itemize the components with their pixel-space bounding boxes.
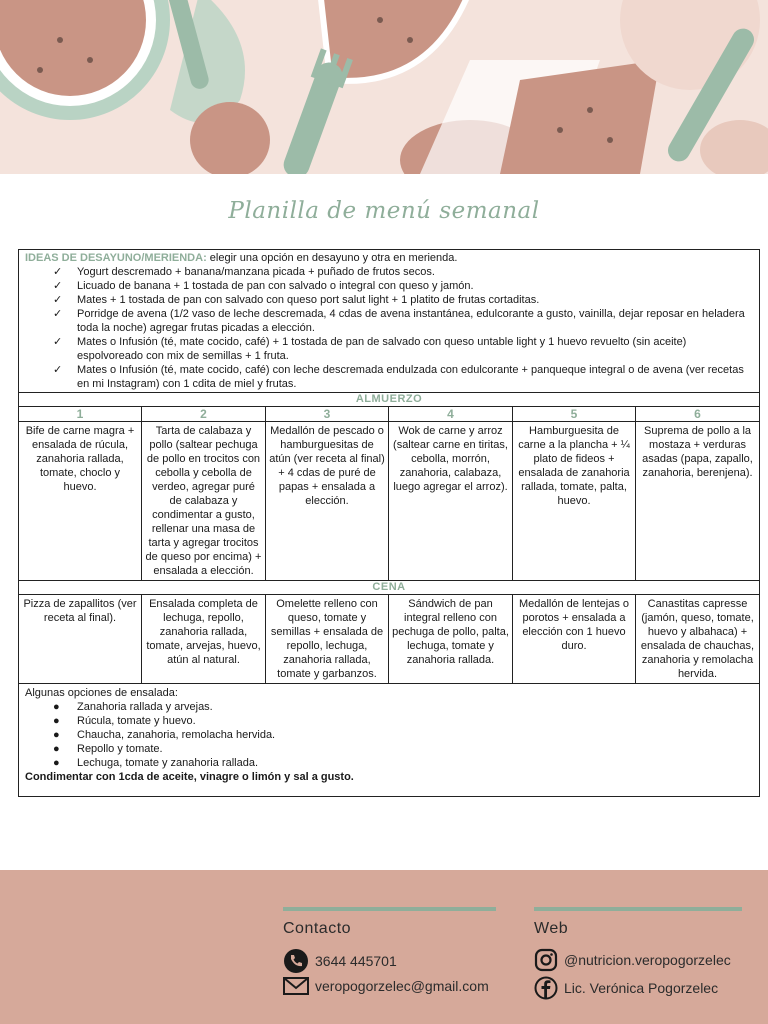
mail-icon (283, 976, 309, 996)
web-title: Web (534, 920, 569, 937)
instagram-row[interactable] (534, 948, 731, 972)
checkmark-icon: ✓ (53, 280, 63, 292)
checkmark-icon: ✓ (53, 266, 63, 278)
ideas-row (19, 250, 760, 393)
list-item: ✓ Mates + 1 tostada de pan con salvado con queso port salut light + 1 platito de frutas cortaditas. (53, 294, 540, 306)
ensaladas-row (19, 684, 760, 797)
salad-options-cell (19, 684, 760, 797)
day-number: 5 (513, 407, 636, 422)
list-item: ✓ Porridge de avena (1/2 vaso de leche descremada, 4 cdas de avena instantánea, edulcorante a gusto, vainilla, dejar reposar en heladera toda la noche) agregar frutas picadas a elección. (53, 308, 745, 334)
salad-list (25, 700, 753, 770)
almuerzo-meal: Hamburguesita de carne a la plancha + ¼ plato de fideos + ensalada de zanahoria rallada, tomate, palta, huevo. (513, 422, 636, 581)
footer (0, 870, 768, 1024)
day-number: 6 (636, 407, 760, 422)
cena-meals-row (19, 595, 760, 684)
salad-heading: Algunas opciones de ensalada: (25, 687, 178, 699)
day-number: 1 (19, 407, 142, 422)
list-item: ● Repollo y tomate. (53, 743, 163, 755)
watermelon-pattern-image (0, 0, 768, 174)
bullet-icon: ● (53, 729, 60, 741)
facebook-icon (534, 976, 558, 1000)
phone-number: 3644 445701 (315, 953, 397, 969)
weekly-menu-table (18, 249, 760, 797)
bullet-icon: ● (53, 757, 60, 769)
list-item: ✓ Mates o Infusión (té, mate cocido, café) + 1 tostada de pan de salvado con queso untable light y 1 huevo revuelto (sin aceite) espolvoreado con mix de semillas + 1 fruta. (53, 336, 687, 362)
list-item: ● Zanahoria rallada y arvejas. (53, 701, 213, 713)
checkmark-icon: ✓ (53, 294, 63, 306)
phone-icon (283, 948, 309, 974)
cena-meal: Pizza de zapallitos (ver receta al final). (19, 595, 142, 684)
almuerzo-meals-row (19, 422, 760, 581)
cena-heading: CENA (19, 581, 760, 595)
day-number-row (19, 407, 760, 422)
checkmark-icon: ✓ (53, 364, 63, 376)
phone-row[interactable] (283, 948, 397, 974)
checkmark-icon: ✓ (53, 336, 63, 348)
instagram-handle: @nutricion.veropogorzelec (564, 952, 731, 968)
cena-meal: Omelette relleno con queso, tomate y semillas + ensalada de repollo, lechuga, zanahoria rallada, tomate y garbanzos. (266, 595, 389, 684)
cena-meal: Canastitas capresse (jamón, queso, tomate, huevo y albahaca) + ensalada de chauchas, zanahoria y remolacha hervida. (636, 595, 760, 684)
ideas-intro: elegir una opción en desayuno y otra en merienda. (206, 252, 458, 264)
email-address: veropogorzelec@gmail.com (315, 978, 489, 994)
cena-meal: Medallón de lentejas o porotos + ensalada a elección con 1 huevo duro. (513, 595, 636, 684)
cena-header-row (19, 581, 760, 595)
breakfast-ideas-cell (19, 250, 760, 393)
list-item: ● Lechuga, tomate y zanahoria rallada. (53, 757, 259, 769)
bullet-icon: ● (53, 715, 60, 727)
checkmark-icon: ✓ (53, 308, 63, 320)
almuerzo-meal: Medallón de pescado o hamburguesitas de atún (ver receta al final) + 4 cdas de puré de papas + ensalada a elección. (266, 422, 389, 581)
almuerzo-meal: Wok de carne y arroz (saltear carne en tiritas, cebolla, morrón, zanahoria, calabaza, luego agregar el arroz). (389, 422, 513, 581)
almuerzo-heading: ALMUERZO (19, 393, 760, 407)
bullet-icon: ● (53, 743, 60, 755)
header-banner-illustration (0, 0, 768, 174)
contact-divider (283, 907, 496, 911)
almuerzo-header-row (19, 393, 760, 407)
ideas-heading: IDEAS DE DESAYUNO/MERIENDA: (25, 252, 207, 264)
list-item: ● Rúcula, tomate y huevo. (53, 715, 196, 727)
list-item: ✓ Yogurt descremado + banana/manzana picada + puñado de frutos secos. (53, 266, 435, 278)
facebook-name: Lic. Verónica Pogorzelec (564, 980, 719, 996)
day-number: 2 (142, 407, 266, 422)
cena-meal: Sándwich de pan integral relleno con pechuga de pollo, palta, lechuga, tomate y zanahoria rallada. (389, 595, 513, 684)
web-divider (534, 907, 742, 911)
almuerzo-meal: Bife de carne magra + ensalada de rúcula, zanahoria rallada, tomate, choclo y huevo. (19, 422, 142, 581)
dressing-note: Condimentar con 1cda de aceite, vinagre o limón y sal a gusto. (25, 771, 354, 783)
list-item: ✓ Licuado de banana + 1 tostada de pan con salvado o integral con queso y jamón. (53, 280, 474, 292)
page-title: Planilla de menú semanal (228, 198, 540, 224)
cena-meal: Ensalada completa de lechuga, repollo, zanahoria rallada, tomate, arvejas, huevo, atún al natural. (142, 595, 266, 684)
list-item: ✓ Mates o Infusión (té, mate cocido, café) con leche descremada endulzada con edulcorante + panqueque integral o de avena (ver recetas en mi Instagram) con 1 cdita de miel y frutas. (53, 364, 744, 390)
almuerzo-meal: Tarta de calabaza y pollo (saltear pechuga de pollo en trocitos con cebolla y cebolla de verdeo, agregar puré de calabaza y condimentar a gusto, rellenar una masa de tarta y agregar trocitos de queso por encima) + ensalada a elección. (142, 422, 266, 581)
email-row[interactable] (283, 976, 489, 996)
day-number: 3 (266, 407, 389, 422)
facebook-row[interactable] (534, 976, 718, 1000)
day-number: 4 (389, 407, 513, 422)
almuerzo-meal: Suprema de pollo a la mostaza + verduras asadas (papa, zapallo, zanahoria, berenjena). (636, 422, 760, 581)
bullet-icon: ● (53, 701, 60, 713)
instagram-icon (534, 948, 558, 972)
ideas-list (25, 265, 753, 391)
list-item: ● Chaucha, zanahoria, remolacha hervida. (53, 729, 276, 741)
contact-title: Contacto (283, 920, 352, 937)
